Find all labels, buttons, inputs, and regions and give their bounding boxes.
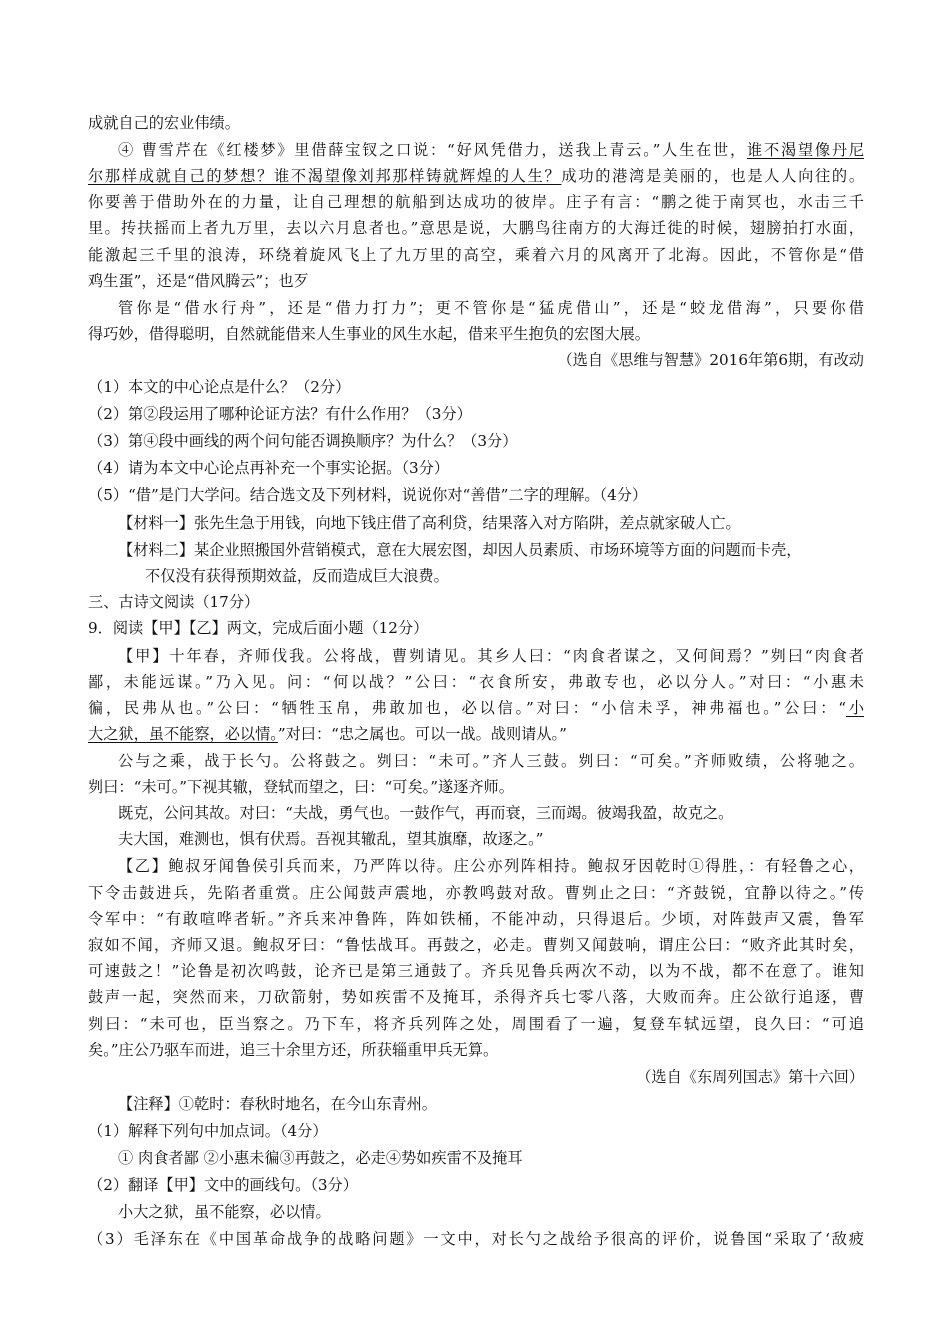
line-text: （选自《思维与智慧》2016年第6期，有改动	[557, 351, 864, 369]
text-line	[88, 721, 864, 747]
line-text: 鄙，未能远谋。”乃入见。问：“何以战？”公曰：“衣食所安，弗敢专也，必以分人。”对曰：“小惠未	[88, 673, 864, 691]
text-line	[88, 1037, 864, 1063]
line-text: （3）毛泽东在《中国革命战争的战略问题》一文中，对长勺之战给予很高的评价，说鲁国“采取了‘敌疲	[88, 1230, 864, 1248]
annotation-line	[118, 1091, 864, 1117]
line-text: 【甲】十年春，齐师伐我。公将战，曹刿请见。其乡人曰：“肉食者谋之，又何间焉？”刿曰“肉食者	[118, 647, 864, 665]
question-line	[88, 428, 864, 454]
underlined-text: 小	[846, 699, 865, 717]
line-text: 既克，公问其故。对曰：“夫战，勇气也。一鼓作气，再而衰，三而竭。彼竭我盈，故克之。	[118, 804, 734, 822]
line-text: 鸡生蛋”，还是“借风腾云”；也歹	[88, 272, 309, 290]
text-line	[88, 163, 864, 189]
question-line	[118, 1145, 864, 1171]
text-line	[118, 853, 864, 879]
underlined-text: 大之狱，虽不能察，必以情。	[88, 725, 278, 743]
question-line	[88, 374, 864, 400]
line-text: （2）第②段运用了哪种论证方法？有什么作用？（3分）	[88, 405, 472, 423]
text-line	[118, 137, 864, 163]
line-text: 寂如不闻，齐师又退。鲍叔牙曰：“鲁怯战耳。再鼓之，必走。曹刿又闻鼓响，谓庄公曰：“败齐此其时矣，	[88, 936, 864, 954]
text-line	[118, 643, 864, 669]
line-text: 下令击鼓进兵，先陷者重赏。庄公闻鼓声震地，亦教鸣鼓对敌。曹刿止之曰：“齐鼓锐，宜静以待之。”传	[88, 884, 864, 902]
material-line	[118, 537, 864, 563]
text-line	[88, 932, 864, 958]
text-line	[88, 1011, 864, 1037]
text-line	[88, 880, 864, 906]
source-citation	[88, 347, 864, 373]
line-text: 管你是“借水行舟”，还是“借力打力”；更不管你是“猛虎借山”，还是“蛟龙借海”，只要你借	[118, 299, 864, 317]
line-text: （3）第④段中画线的两个问句能否调换顺序？为什么？（3分）	[88, 432, 518, 450]
line-text: （2）翻译【甲】文中的画线句。（3分）	[88, 1176, 358, 1194]
line-text: （选自《东周列国志》第十六回）	[636, 1068, 864, 1086]
line-text: 【材料二】某企业照搬国外营销模式，意在大展宏图，却因人员素质、市场环境等方面的问题而卡壳，	[118, 541, 802, 559]
text-line	[88, 695, 864, 721]
line-text: 成就自己的宏业伟绩。	[88, 114, 240, 132]
line-text: 令军中：“有敢喧哗者斩。”齐兵来冲鲁阵，阵如铁桶，不能冲动，只得退后。少顷，对阵鼓声又震，鲁军	[88, 910, 864, 928]
section-heading	[88, 589, 864, 615]
text-line	[118, 800, 864, 826]
question-line	[88, 1172, 864, 1198]
text-line	[88, 906, 864, 932]
question-heading	[88, 615, 864, 641]
text-line	[88, 268, 864, 294]
text-line	[88, 321, 864, 347]
line-text: 得巧妙，借得聪明，自然就能借来人生事业的风生水起，借来平生抱负的宏图大展。	[88, 325, 650, 343]
text-line	[88, 189, 864, 215]
question-line	[88, 1118, 864, 1144]
line-text: 矣。”庄公乃驱车而进，追三十余里方还，所获辎重甲兵无算。	[88, 1041, 499, 1059]
text-line	[88, 958, 864, 984]
material-line	[145, 563, 864, 589]
question-line	[88, 401, 864, 427]
line-text: （4）请为本文中心论点再补充一个事实论据。（3分）	[88, 459, 450, 477]
line-text: ① 肉食者鄙 ②小惠未徧③再鼓之，必走④势如疾雷不及掩耳	[118, 1149, 523, 1167]
line-text: 刿曰：“未可。”下视其辙，登轼而望之，曰：“可矣。”遂逐齐师。	[88, 778, 514, 796]
line-text: 刿曰：“未可也，臣当察之。乃下车，将齐兵列阵之处，周围看了一遍，复登车轼远望，良久曰：“可追	[88, 1015, 864, 1033]
question-line	[88, 1226, 864, 1252]
line-text: 小大之狱，虽不能察，必以情。	[118, 1203, 331, 1221]
line-text: 【乙】鲍叔牙闻鲁侯引兵而来，乃严阵以待。庄公亦列阵相持。鲍叔牙因乾时①得胜，：有轻鲁之心，	[118, 857, 864, 875]
line-text: 你要善于借助外在的力量，让自己理想的航船到达成功的彼岸。庄子有言：“鹏之徙于南冥也，水击三千	[88, 193, 864, 211]
line-text: ”对曰：“忠之属也。可以一战。战则请从。”	[277, 725, 567, 743]
text-line	[88, 669, 864, 695]
text-line	[88, 242, 864, 268]
text-line	[88, 984, 864, 1010]
line-text: 【材料一】张先生急于用钱，向地下钱庄借了高利贷，结果落入对方陷阱，差点就家破人亡。	[118, 514, 741, 532]
line-text: ④ 曹雪芹在《红楼梦》里借薛宝钗之口说：“好风凭借力，送我上青云。”人生在世，	[118, 141, 747, 159]
text-line	[118, 826, 864, 852]
line-text: 【注释】①乾时：春秋时地名，在今山东青州。	[118, 1095, 437, 1113]
question-line	[88, 455, 864, 481]
underlined-text: 谁不渴望像丹尼	[747, 141, 865, 159]
line-text: 不仅没有获得预期效益，反而造成巨大浪费。	[145, 567, 449, 585]
line-text: 成功的港湾是美丽的，也是人人向往的。	[561, 167, 865, 185]
question-line	[118, 1199, 864, 1225]
line-text: （5）“借”是门大学问。结合选文及下列材料，说说你对“善借”二字的理解。（4分）	[88, 486, 648, 504]
line-text: 鼓声一起，突然而来，刀砍箭射，势如疾雷不及掩耳，杀得齐兵七零八落，大败而奔。庄公欲行追逐，曹	[88, 988, 864, 1006]
text-line	[88, 774, 864, 800]
line-text: （1）本文的中心论点是什么？（2分）	[88, 378, 351, 396]
text-line	[88, 215, 864, 241]
line-text: （1）解释下列句中加点词。（4分）	[88, 1122, 328, 1140]
text-line	[118, 748, 864, 774]
line-text: 徧，民弗从也。”公曰：“牺牲玉帛，弗敢加也，必以信。”对曰：“小信未孚，神弗福也。”公曰：“	[88, 699, 846, 717]
text-line	[118, 295, 864, 321]
line-text: 可速鼓之！”论鲁是初次鸣鼓，论齐已是第三通鼓了。齐兵见鲁兵两次不动，以为不战，都不在意了。谁知	[88, 962, 864, 980]
line-text: 夫大国，难测也，惧有伏焉。吾视其辙乱，望其旗靡，故逐之。”	[118, 830, 544, 848]
line-text: 能激起三千里的浪涛，环绕着旋风飞上了九万里的高空，乘着六月的风离开了北海。因此，不管你是“借	[88, 246, 864, 264]
line-text: 公与之乘，战于长勺。公将鼓之。刿曰：“未可。”齐人三鼓。刿曰：“可矣。”齐师败绩，公将驰之。	[118, 752, 864, 770]
material-line	[118, 510, 864, 536]
question-line	[88, 482, 864, 508]
underlined-text: 尔那样成就自己的梦想？谁不渴望像刘邦那样铸就辉煌的人生？	[88, 167, 562, 185]
line-text: 里。抟扶摇而上者九万里，去以六月息者也。”意思是说，大鹏鸟往南方的大海迁徙的时候，翅膀拍打水面，	[88, 219, 864, 237]
line-text: 三、古诗文阅读（17分）	[88, 593, 260, 611]
source-citation	[88, 1064, 864, 1090]
line-text: 9．阅读【甲】【乙】两文，完成后面小题（12分）	[88, 619, 429, 637]
text-line	[88, 110, 864, 136]
